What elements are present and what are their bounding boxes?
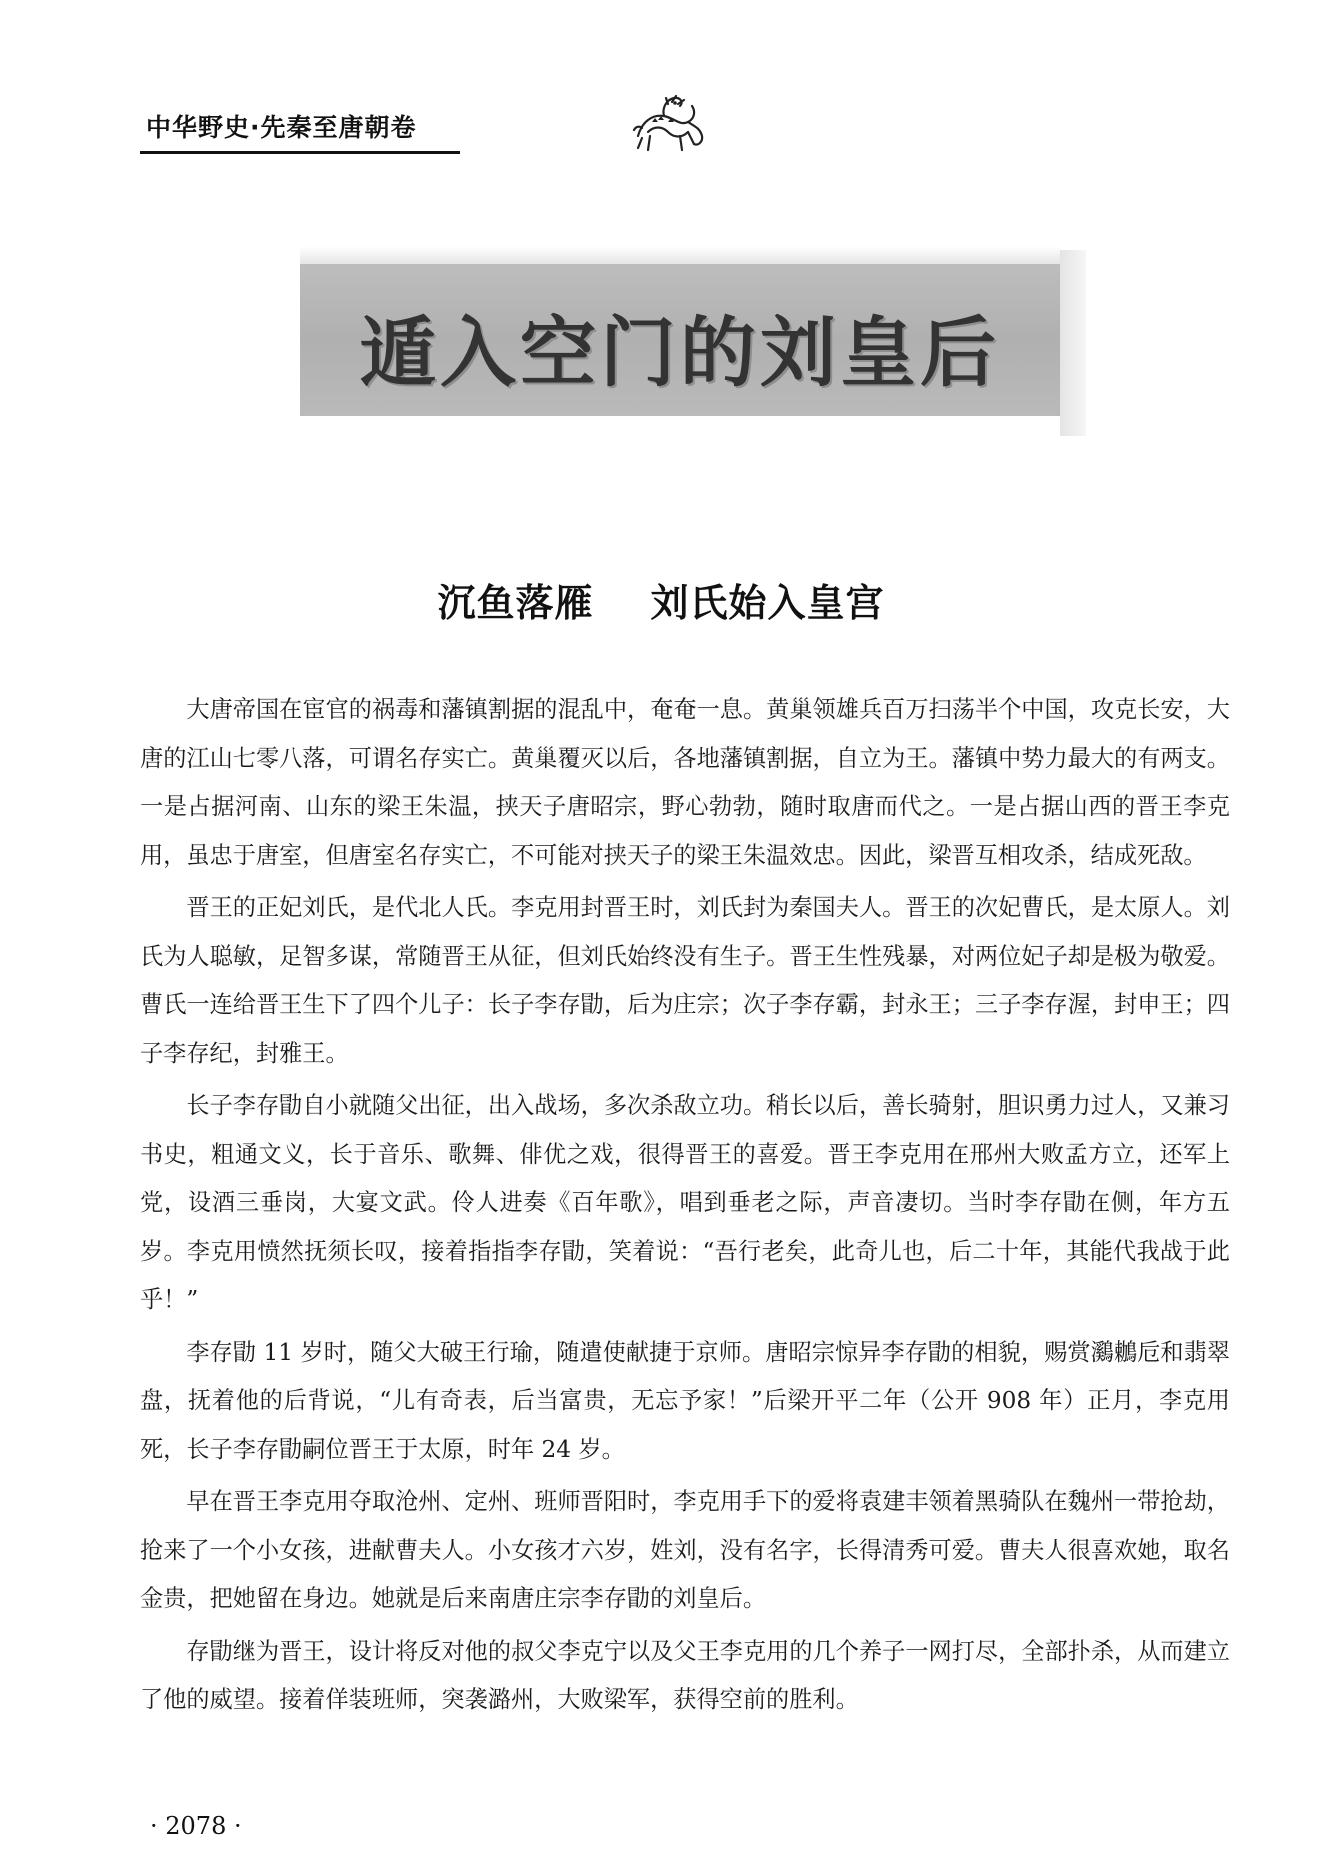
- banner-edge: [1060, 250, 1086, 436]
- paragraph: 长子李存勖自小就随父出征，出入战场，多次杀敌立功。稍长以后，善长骑射，胆识勇力过人，又兼习书史，粗通文义，长于音乐、歌舞、俳优之戏，很得晋王的喜爱。晋王李克用在邢州大败孟方立，还军上党，设酒三垂岗，大宴文武。伶人进奏《百年歌》，唱到垂老之际，声音凄切。当时李存勖在侧，年方五岁。李克用愤然抚须长叹，接着指指李存勖，笑着说：“吾行老矣，此奇儿也，后二十年，其能代我战于此乎！”: [140, 1092, 1230, 1313]
- page-number: · 2078 ·: [150, 1812, 242, 1840]
- section-heading: 沉鱼落雁 刘氏始入皇宫: [437, 581, 885, 625]
- paragraph: 晋王的正妃刘氏，是代北人氏。李克用封晋王时，刘氏封为秦国夫人。晋王的次妃曹氏，是太原人。刘氏为人聪敏，足智多谋，常随晋王从征，但刘氏始终没有生子。晋王生性残暴，对两位妃子却是极为敬爱。曹氏一连给晋王生下了四个儿子：长子李存勖，后为庄宗；次子李存霸，封永王；三子李存渥，封申王；四子李存纪，封雅王。: [140, 894, 1230, 1067]
- dragon-ornament-icon: [628, 92, 706, 158]
- header-rule: [140, 151, 460, 154]
- paragraph: 早在晋王李克用夺取沧州、定州、班师晋阳时，李克用手下的爱将袁建丰领着黑骑队在魏州一带抢劫，抢来了一个小女孩，进献曹夫人。小女孩才六岁，姓刘，没有名字，长得清秀可爱。曹夫人很喜欢她，取名金贵，把她留在身边。她就是后来南唐庄宗李存勖的刘皇后。: [140, 1488, 1230, 1612]
- series-title: 中华野史·先秦至唐朝卷: [146, 113, 417, 142]
- paragraph: 大唐帝国在宦官的祸毒和藩镇割据的混乱中，奄奄一息。黄巢领雄兵百万扫荡半个中国，攻克长安，大唐的江山七零八落，可谓名存实亡。黄巢覆灭以后，各地藩镇割据，自立为王。藩镇中势力最大的有两支。一是占据河南、山东的梁王朱温，挟天子唐昭宗，野心勃勃，随时取唐而代之。一是占据山西的晋王李克用，虽忠于唐室，但唐室名存实亡，不可能对挟天子的梁王朱温效忠。因此，梁晋互相攻杀，结成死敌。: [140, 696, 1230, 869]
- chapter-banner: [300, 264, 1060, 416]
- banner-shade: [300, 246, 1060, 264]
- running-header: [140, 104, 860, 160]
- chapter-title: 遁入空门的刘皇后: [360, 308, 1000, 397]
- paragraph: 存勖继为晋王，设计将反对他的叔父李克宁以及父王李克用的几个养子一网打尽，全部扑杀，从而建立了他的威望。接着佯装班师，突袭潞州，大败梁军，获得空前的胜利。: [140, 1637, 1230, 1713]
- article-body: [140, 686, 1230, 1725]
- paragraph: 李存勖 11 岁时，随父大破王行瑜，随遣使献捷于京师。唐昭宗惊异李存勖的相貌，赐赏鸂鶒卮和翡翠盘，抚着他的后背说，“儿有奇表，后当富贵，无忘予家！”后梁开平二年（公开 908 年）正月，李克用死，长子李存勖嗣位晋王于太原，时年 24 岁。: [140, 1338, 1230, 1463]
